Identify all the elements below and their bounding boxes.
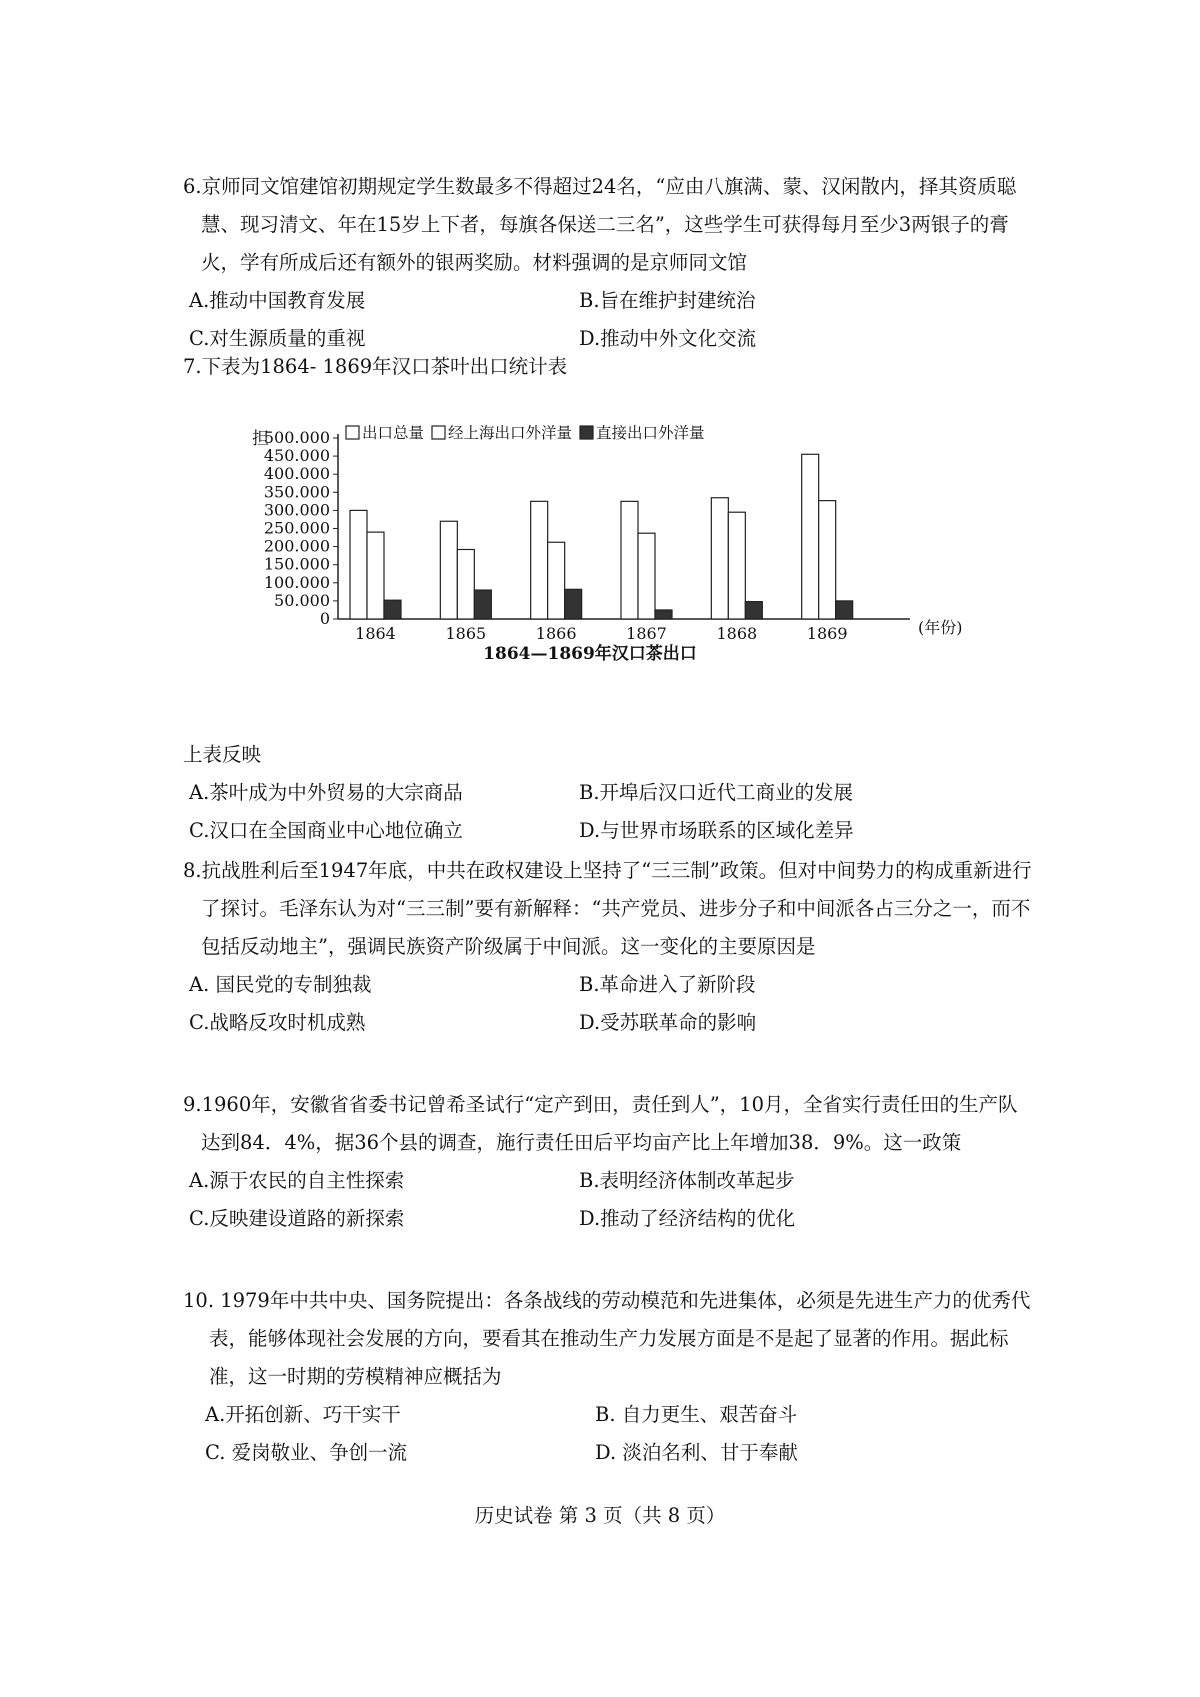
x-tick-label: 1865 [445, 624, 487, 643]
bar-1864-series-3 [384, 600, 401, 619]
bar-1866-series-3 [565, 589, 582, 619]
option-a[interactable]: A. 国民党的专制独裁 [189, 973, 372, 996]
bar-1865-series-1 [440, 521, 457, 619]
y-tick-label: 200.000 [263, 536, 330, 556]
question-7-stem: 7.下表为1864- 1869年汉口茶叶出口统计表 [183, 355, 568, 378]
legend-swatch [346, 426, 359, 439]
question-10-stem: 10. 1979年中共中央、国务院提出：各条战线的劳动模范和先进集体，必须是先进生产力的优秀代表，能够体现社会发展的方向，要看其在推动生产力发展方面是不是起了显著的作用。据此标准，这一时期的劳模精神应概括为 [183, 1289, 1031, 1388]
bar-1864-series-1 [350, 510, 367, 619]
y-tick-label: 100.000 [263, 572, 330, 592]
option-c[interactable]: C.汉口在全国商业中心地位确立 [189, 819, 463, 842]
bar-1869-series-3 [836, 601, 853, 619]
bar-1864-series-2 [367, 532, 384, 619]
y-tick-label: 250.000 [263, 518, 330, 538]
tea-export-chart [250, 424, 980, 714]
legend-label: 经上海出口外洋量 [448, 424, 573, 442]
bar-1868-series-1 [711, 498, 728, 619]
option-b[interactable]: B.革命进入了新阶段 [579, 973, 756, 996]
question-7-followup: 上表反映 [183, 743, 262, 766]
legend-label: 直接出口外洋量 [596, 424, 705, 442]
y-tick-label: 0 [319, 609, 330, 628]
question-6-options [183, 282, 1033, 358]
bar-1868-series-2 [728, 512, 745, 619]
y-tick-label: 500.000 [263, 428, 330, 447]
bar-1865-series-2 [457, 549, 474, 619]
x-tick-label: 1866 [535, 624, 577, 643]
y-tick-label: 400.000 [263, 464, 330, 484]
question-10-options [183, 1396, 1033, 1472]
bar-1866-series-2 [548, 542, 565, 619]
question-8 [183, 852, 1033, 1042]
option-b[interactable]: B.表明经济体制改革起步 [579, 1169, 795, 1192]
x-tick-label: 1869 [806, 624, 848, 643]
bar-1867-series-3 [655, 610, 672, 619]
question-9-options [183, 1162, 1033, 1238]
option-c[interactable]: C.对生源质量的重视 [189, 327, 366, 350]
y-tick-label: 350.000 [263, 482, 330, 502]
question-7-options [183, 774, 1033, 850]
y-tick-label: 450.000 [263, 446, 330, 466]
question-6-stem: 6.京师同文馆建馆初期规定学生数最多不得超过24名，“应由八旗满、蒙、汉闲散内，择其资质聪慧、现习清文、年在15岁上下者，每旗各保送二三名”，这些学生可获得每月至少3两银子的膏火，学有所成后还有额外的银两奖励。材料强调的是京师同文馆 [183, 175, 1017, 274]
option-c[interactable]: C.战略反攻时机成熟 [189, 1011, 366, 1034]
bar-1868-series-3 [745, 602, 762, 619]
option-d[interactable]: D.推动了经济结构的优化 [579, 1207, 796, 1230]
question-8-options [183, 966, 1033, 1042]
legend-label: 出口总量 [362, 424, 425, 442]
y-tick-label: 300.000 [263, 500, 330, 520]
x-tick-label: 1864 [355, 624, 396, 643]
option-d[interactable]: D.推动中外文化交流 [579, 327, 757, 350]
option-b[interactable]: B. 自力更生、艰苦奋斗 [595, 1403, 798, 1426]
question-8-stem: 8.抗战胜利后至1947年底，中共在政权建设上坚持了“三三制”政策。但对中间势力的构成重新进行了探讨。毛泽东认为对“三三制”要有新解释：“共产党员、进步分子和中间派各占三分之一，而不包括反动地主”，强调民族资产阶级属于中间派。这一变化的主要原因是 [183, 859, 1032, 958]
option-b[interactable]: B.旨在维护封建统治 [579, 289, 756, 312]
option-d[interactable]: D.受苏联革命的影响 [579, 1011, 757, 1034]
option-a[interactable]: A.推动中国教育发展 [189, 289, 366, 312]
question-7-tail [183, 736, 1033, 850]
page-footer: 历史试卷 第 3 页（共 8 页） [474, 1504, 726, 1527]
bar-1866-series-1 [531, 501, 548, 619]
option-d[interactable]: D.与世界市场联系的区域化差异 [579, 819, 854, 842]
option-b[interactable]: B.开埠后汉口近代工商业的发展 [579, 781, 854, 804]
x-axis-label: (年份) [918, 618, 963, 637]
question-7 [183, 348, 1033, 386]
question-10 [183, 1282, 1033, 1472]
question-9 [183, 1086, 1033, 1238]
legend-swatch [432, 426, 445, 439]
bar-1869-series-1 [802, 454, 819, 619]
bar-1867-series-1 [621, 501, 638, 619]
bar-1865-series-3 [474, 590, 491, 619]
legend-swatch [580, 426, 593, 439]
bar-1869-series-2 [819, 501, 836, 619]
bar-1867-series-2 [638, 533, 655, 619]
option-a[interactable]: A.茶叶成为中外贸易的大宗商品 [189, 781, 463, 804]
option-c[interactable]: C.反映建设道路的新探索 [189, 1207, 405, 1230]
chart-svg [250, 424, 980, 714]
option-a[interactable]: A.开拓创新、巧干实干 [205, 1403, 401, 1426]
option-c[interactable]: C. 爱岗敬业、争创一流 [205, 1441, 408, 1464]
chart-title: 1864—1869年汉口茶出口 [483, 644, 697, 664]
x-tick-label: 1867 [626, 624, 667, 643]
x-tick-label: 1868 [716, 624, 758, 643]
question-9-stem: 9.1960年，安徽省省委书记曾希圣试行“定产到田，责任到人”，10月，全省实行责任田的生产队达到84．4%，据36个县的调查，施行责任田后平均亩产比上年增加38．9%。这一政策 [183, 1093, 1018, 1154]
option-d[interactable]: D. 淡泊名利、甘于奉献 [595, 1441, 798, 1464]
question-6 [183, 168, 1033, 358]
option-a[interactable]: A.源于农民的自主性探索 [189, 1169, 405, 1192]
y-tick-label: 50.000 [274, 590, 330, 610]
y-tick-label: 150.000 [263, 554, 330, 574]
y-axis-label: 担 [252, 429, 269, 449]
